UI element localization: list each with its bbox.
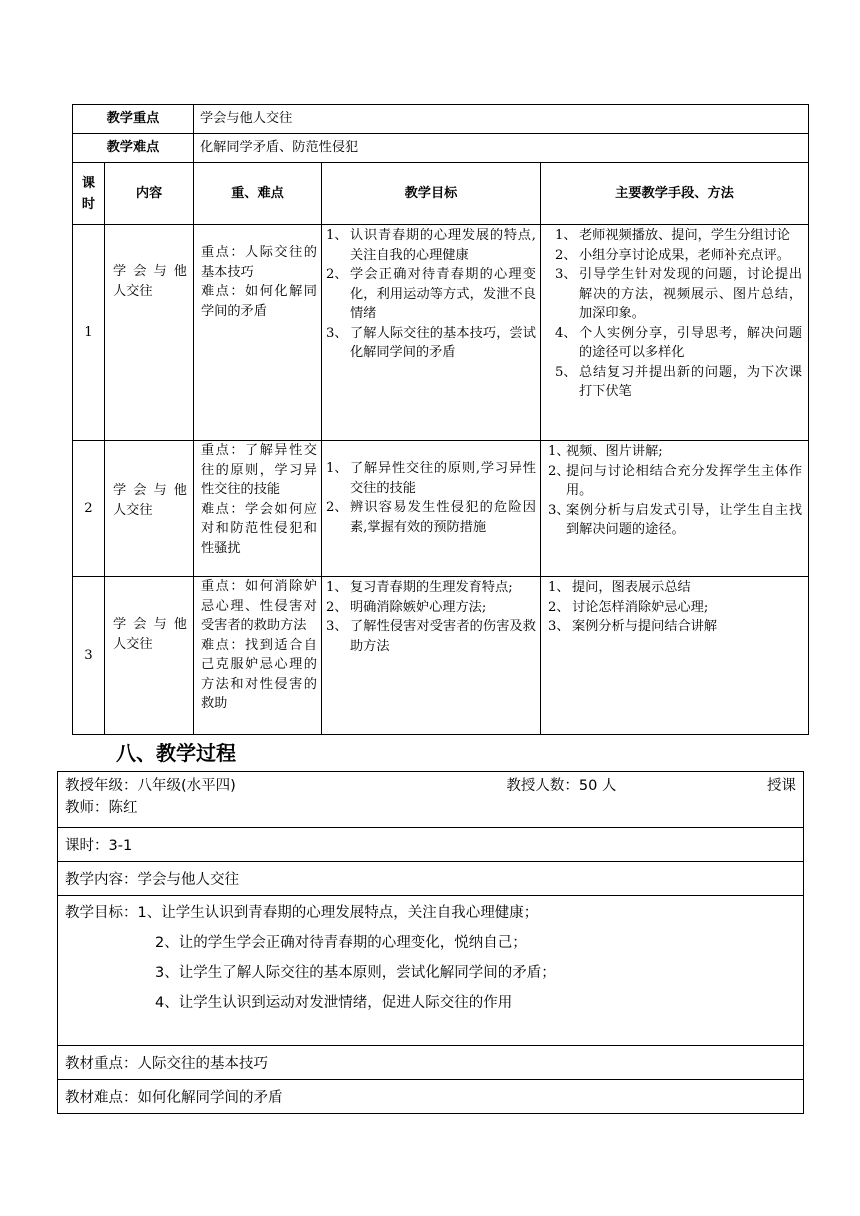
difficulty-row [58, 1080, 804, 1114]
method-item: 2、 小组分享讨论成果，老师补充点评。 [555, 247, 790, 263]
lesson-goals [322, 225, 541, 441]
goal-item: 2、 辨识容易发生性侵犯的危险因素,掌握有效的预防措施 [326, 500, 536, 535]
lesson-row-2 [73, 441, 809, 577]
lesson-methods [541, 225, 809, 441]
lesson-number: 3 [73, 577, 105, 735]
header-focus: 重、难点 [194, 163, 322, 225]
goals-label: 教学目标： [65, 905, 138, 921]
key-point-label: 教学重点 [73, 105, 194, 134]
lesson-content-line2: 人交往 [113, 502, 153, 518]
grade-text: 教授年级：八年级(水平四) [65, 778, 236, 794]
lesson-content-line1: 学 会 与 他 [113, 617, 187, 632]
methods-list [546, 578, 802, 637]
key-point-row [73, 105, 809, 134]
teaching-goal-item: 3、让学生了解人际交往的基本原则，尝试化解同学间的矛盾； [155, 965, 556, 981]
material-key-point: 教材重点：人际交往的基本技巧 [58, 1046, 804, 1080]
lesson-goals [322, 441, 541, 577]
content-row [58, 862, 804, 896]
goal-item: 3、 了解人际交往的基本技巧，尝试化解同学间的矛盾 [326, 325, 536, 360]
header-content: 内容 [105, 163, 194, 225]
goal-item: 2、 学会正确对待青春期的心理变化，利用运动等方式，发泄不良情绪 [326, 267, 536, 321]
header-methods: 主要教学手段、方法 [541, 163, 809, 225]
teaching-goal-item: 4、让学生认识到运动对发泄情绪，促进人际交往的作用 [155, 995, 513, 1011]
section-heading: 八、教学过程 [116, 741, 236, 765]
lesson-plan-table [72, 104, 809, 735]
lesson-number: 1 [73, 225, 105, 441]
header-row [73, 163, 809, 225]
teacher-prefix-text: 授课 [766, 778, 796, 794]
goals-cell [58, 896, 804, 1046]
method-item: 3、 案例分析与启发式引导，让学生自主找到解决问题的途径。 [548, 502, 803, 537]
lesson-content [105, 577, 194, 735]
method-item: 2、 提问与讨论相结合充分发挥学生主体作用。 [548, 463, 803, 498]
teaching-goal-item: 1、让学生认识到青春期的心理发展特点，关注自我心理健康； [137, 905, 539, 921]
lesson-content-line1: 学 会 与 他 [113, 483, 187, 498]
goals-list [324, 578, 536, 656]
method-item: 4、 个人实例分享，引导思考，解决问题的途径可以多样化 [555, 325, 803, 360]
lesson-content-line2: 人交往 [113, 636, 153, 652]
difficulty-label: 教学难点 [73, 134, 194, 163]
methods-list [553, 226, 802, 402]
lesson-content-line1: 学 会 与 他 [113, 264, 187, 279]
lesson-row-3 [73, 577, 809, 735]
method-item: 1、 视频、图片讲解; [548, 444, 663, 459]
method-item: 5、 总结复习并提出新的问题，为下次课打下伏笔 [555, 364, 803, 399]
lesson-goals [322, 577, 541, 735]
goals-list [324, 226, 536, 363]
lesson-focus: 重点：了解异性交往的原则，学习异性交往的技能 难点：学会如何应对和防范性侵犯和性骚扰 [194, 441, 322, 577]
goal-item: 1、 复习青春期的生理发育特点; [326, 580, 513, 595]
key-point-value: 学会与他人交往 [194, 105, 809, 134]
lesson-content [105, 225, 194, 441]
teacher-text: 教师：陈红 [65, 800, 138, 816]
method-item: 1、 老师视频播放、提问，学生分组讨论 [555, 228, 790, 243]
method-item: 3、 引导学生针对发现的问题，讨论提出解决的方法，视频展示、图片总结，加深印象。 [555, 267, 803, 321]
goals-row [58, 896, 804, 1046]
goal-item: 1、 了解异性交往的原则,学习异性交往的技能 [326, 461, 536, 496]
student-count-text: 教授人数：50 人 [506, 778, 617, 794]
goals-list [324, 459, 536, 537]
goal-item: 1、 认识青春期的心理发展的特点,关注自我的心理健康 [326, 228, 536, 263]
methods-list [546, 442, 802, 540]
header-lesson-line2: 时 [81, 196, 96, 212]
header-lesson-line1: 课 [81, 175, 96, 191]
lesson-content [105, 441, 194, 577]
lesson-number: 2 [73, 441, 105, 577]
method-item: 3、 案例分析与提问结合讲解 [548, 619, 718, 634]
period-text: 课时：3-1 [58, 828, 804, 862]
period-row [58, 828, 804, 862]
method-item: 2、 讨论怎样消除妒忌心理; [548, 599, 709, 615]
key-point-row [58, 1046, 804, 1080]
method-item: 1、 提问，图表展示总结 [548, 580, 691, 595]
goal-item: 2、 明确消除嫉妒心理方法; [326, 599, 487, 615]
lesson-focus: 重点：如何消除妒忌心理、性侵害对受害者的救助方法 难点：找到适合自己克服妒忌心理的方法和对性侵害的救助 [194, 577, 322, 735]
content-text: 教学内容：学会与他人交往 [58, 862, 804, 896]
lesson-focus: 重点：人际交往的基本技巧 难点：如何化解同学间的矛盾 [194, 225, 322, 441]
goal-item: 3、 了解性侵害对受害者的伤害及救助方法 [326, 619, 536, 654]
lesson-methods [541, 577, 809, 735]
grade-teacher-cell [58, 772, 804, 828]
header-goals: 教学目标 [322, 163, 541, 225]
lesson-content-line2: 人交往 [113, 283, 153, 299]
header-lesson [73, 163, 105, 225]
grade-teacher-row [58, 772, 804, 828]
material-difficulty: 教材难点：如何化解同学间的矛盾 [58, 1080, 804, 1114]
difficulty-value: 化解同学矛盾、防范性侵犯 [194, 134, 809, 163]
difficulty-row [73, 134, 809, 163]
teaching-process-table [57, 771, 804, 1114]
teaching-goal-item: 2、让的学生学会正确对待青春期的心理变化，悦纳自己； [155, 935, 527, 951]
lesson-methods [541, 441, 809, 577]
lesson-row-1 [73, 225, 809, 441]
